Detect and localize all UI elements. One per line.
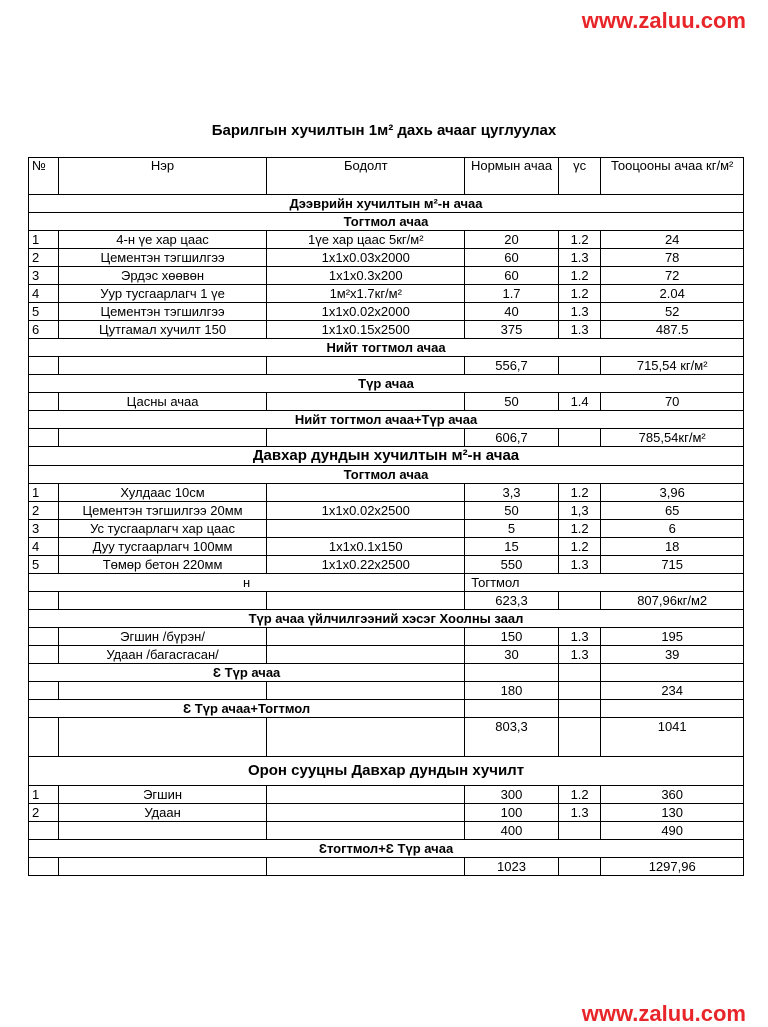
empty-cell bbox=[29, 858, 59, 876]
row-number: 2 bbox=[29, 804, 59, 822]
total-calculated-load: 1297,96 bbox=[601, 858, 744, 876]
calculated-load: 70 bbox=[601, 393, 744, 411]
total-norm-load: 1023 bbox=[465, 858, 559, 876]
calculated-load: 2.04 bbox=[601, 285, 744, 303]
subtotal-label-left: н bbox=[29, 574, 465, 592]
empty-cell bbox=[267, 628, 465, 646]
item-name: Цементэн тэгшилгээ bbox=[58, 303, 267, 321]
item-calculation: 1х1х0.22х2500 bbox=[267, 556, 465, 574]
item-name: Төмөр бетон 220мм bbox=[58, 556, 267, 574]
empty-cell bbox=[58, 682, 267, 700]
empty-cell bbox=[267, 682, 465, 700]
load-factor: 1.2 bbox=[558, 267, 601, 285]
empty-cell bbox=[267, 646, 465, 664]
item-name: Удаан bbox=[58, 804, 267, 822]
section-header: Түр ачаа bbox=[29, 375, 744, 393]
item-calculation: 1х1х0.03х2000 bbox=[267, 249, 465, 267]
empty-cell bbox=[558, 429, 601, 447]
table-row bbox=[29, 249, 744, 267]
total-calculated-load: 785,54кг/м² bbox=[601, 429, 744, 447]
section-header-row bbox=[29, 610, 744, 628]
section-header: Ɛ Түр ачаа bbox=[29, 664, 465, 682]
row-number: 6 bbox=[29, 321, 59, 339]
calculated-load: 6 bbox=[601, 520, 744, 538]
table-row bbox=[29, 267, 744, 285]
table-row bbox=[29, 303, 744, 321]
total-row bbox=[29, 682, 744, 700]
total-row bbox=[29, 822, 744, 840]
load-factor: 1.2 bbox=[558, 786, 601, 804]
total-row bbox=[29, 357, 744, 375]
empty-cell bbox=[29, 357, 59, 375]
total-row bbox=[29, 718, 744, 757]
item-calculation: 1х1х0.1х150 bbox=[267, 538, 465, 556]
empty-cell bbox=[58, 822, 267, 840]
section-header-row bbox=[29, 466, 744, 484]
load-factor: 1.4 bbox=[558, 393, 601, 411]
section-header-row bbox=[29, 447, 744, 466]
watermark-top[interactable]: www.zaluu.com bbox=[581, 8, 746, 33]
item-calculation: 1үе хар цаас 5кг/м² bbox=[267, 231, 465, 249]
section-header: Дээврийн хучилтын м²-н ачаа bbox=[29, 195, 744, 213]
empty-cell bbox=[558, 357, 601, 375]
item-calculation: 1х1х0.15х2500 bbox=[267, 321, 465, 339]
norm-load: 15 bbox=[465, 538, 559, 556]
section-header: Түр ачаа үйлчилгээний хэсэг Хоолны заал bbox=[29, 610, 744, 628]
row-number: 5 bbox=[29, 303, 59, 321]
norm-load: 550 bbox=[465, 556, 559, 574]
norm-load: 150 bbox=[465, 628, 559, 646]
section-header-row bbox=[29, 213, 744, 231]
empty-cell bbox=[267, 592, 465, 610]
section-header: Тогтмол ачаа bbox=[29, 466, 744, 484]
section-header-row bbox=[29, 840, 744, 858]
document-title: Барилгын хучилтын 1м² дахь ачааг цуглуулах bbox=[211, 122, 557, 139]
table-row bbox=[29, 393, 744, 411]
norm-load: 300 bbox=[465, 786, 559, 804]
table-row bbox=[29, 804, 744, 822]
section-header-row bbox=[29, 375, 744, 393]
table-header-row bbox=[29, 158, 744, 195]
calculated-load: 78 bbox=[601, 249, 744, 267]
load-factor: 1.2 bbox=[558, 538, 601, 556]
header-load-factor: γc bbox=[558, 158, 601, 195]
total-norm-load: 803,3 bbox=[465, 718, 559, 757]
empty-cell bbox=[267, 718, 465, 757]
empty-cell bbox=[601, 664, 744, 682]
empty-cell bbox=[465, 700, 559, 718]
norm-load: 1.7 bbox=[465, 285, 559, 303]
item-name: Дуу тусгаарлагч 100мм bbox=[58, 538, 267, 556]
empty-cell bbox=[465, 664, 559, 682]
empty-cell bbox=[267, 804, 465, 822]
empty-cell bbox=[558, 664, 601, 682]
empty-cell bbox=[558, 682, 601, 700]
norm-load: 3,3 bbox=[465, 484, 559, 502]
empty-cell bbox=[267, 858, 465, 876]
section-header: Давхар дундын хучилтын м²-н ачаа bbox=[29, 447, 744, 466]
table-row bbox=[29, 538, 744, 556]
empty-cell bbox=[58, 357, 267, 375]
row-number: 1 bbox=[29, 231, 59, 249]
empty-cell bbox=[267, 357, 465, 375]
empty-cell bbox=[267, 429, 465, 447]
total-row bbox=[29, 592, 744, 610]
subtotal-label: Тогтмол bbox=[465, 574, 744, 592]
header-number: № bbox=[29, 158, 59, 195]
table-row bbox=[29, 628, 744, 646]
total-norm-load: 606,7 bbox=[465, 429, 559, 447]
section-header-row bbox=[29, 664, 744, 682]
load-factor: 1.3 bbox=[558, 804, 601, 822]
norm-load: 100 bbox=[465, 804, 559, 822]
norm-load: 50 bbox=[465, 393, 559, 411]
item-calculation bbox=[267, 520, 465, 538]
calculated-load: 24 bbox=[601, 231, 744, 249]
empty-cell bbox=[29, 682, 59, 700]
total-calculated-load: 490 bbox=[601, 822, 744, 840]
empty-cell bbox=[267, 393, 465, 411]
calculated-load: 18 bbox=[601, 538, 744, 556]
section-header: Нийт тогтмол ачаа bbox=[29, 339, 744, 357]
item-calculation: 1х1х0.02х2000 bbox=[267, 303, 465, 321]
table-row bbox=[29, 321, 744, 339]
table-row bbox=[29, 786, 744, 804]
norm-load: 375 bbox=[465, 321, 559, 339]
empty-cell bbox=[29, 592, 59, 610]
norm-load: 20 bbox=[465, 231, 559, 249]
row-number: 1 bbox=[29, 484, 59, 502]
total-calculated-load: 715,54 кг/м² bbox=[601, 357, 744, 375]
empty-cell bbox=[29, 718, 59, 757]
norm-load: 60 bbox=[465, 249, 559, 267]
load-factor: 1.3 bbox=[558, 321, 601, 339]
empty-cell bbox=[29, 628, 59, 646]
calculated-load: 72 bbox=[601, 267, 744, 285]
load-factor: 1.2 bbox=[558, 520, 601, 538]
header-calculated-load: Тооцооны ачаа кг/м² bbox=[601, 158, 744, 195]
calculated-load: 715 bbox=[601, 556, 744, 574]
item-name: Удаан /багасгасан/ bbox=[58, 646, 267, 664]
empty-cell bbox=[558, 858, 601, 876]
calculated-load: 65 bbox=[601, 502, 744, 520]
item-name: Цутгамал хучилт 150 bbox=[58, 321, 267, 339]
table-row bbox=[29, 502, 744, 520]
load-factor: 1.3 bbox=[558, 303, 601, 321]
total-calculated-load: 1041 bbox=[601, 718, 744, 757]
table-row bbox=[29, 231, 744, 249]
empty-cell bbox=[58, 592, 267, 610]
total-calculated-load: 234 bbox=[601, 682, 744, 700]
norm-load: 50 bbox=[465, 502, 559, 520]
item-calculation: 1х1х0.02х2500 bbox=[267, 502, 465, 520]
total-row bbox=[29, 858, 744, 876]
table-row bbox=[29, 285, 744, 303]
header-norm-load: Нормын ачаа bbox=[465, 158, 559, 195]
calculated-load: 360 bbox=[601, 786, 744, 804]
empty-cell bbox=[29, 822, 59, 840]
section-header: Орон сууцны Давхар дундын хучилт bbox=[29, 757, 744, 786]
load-factor: 1.3 bbox=[558, 646, 601, 664]
calculated-load: 39 bbox=[601, 646, 744, 664]
empty-cell bbox=[558, 822, 601, 840]
empty-cell bbox=[558, 718, 601, 757]
load-calculation-table bbox=[28, 157, 744, 876]
table-row bbox=[29, 520, 744, 538]
load-factor: 1.2 bbox=[558, 484, 601, 502]
empty-cell bbox=[267, 786, 465, 804]
norm-load: 40 bbox=[465, 303, 559, 321]
row-number: 2 bbox=[29, 502, 59, 520]
subtotal-label-row bbox=[29, 574, 744, 592]
empty-cell bbox=[558, 700, 601, 718]
row-number: 1 bbox=[29, 786, 59, 804]
section-header: Тогтмол ачаа bbox=[29, 213, 744, 231]
norm-load: 30 bbox=[465, 646, 559, 664]
load-factor: 1,3 bbox=[558, 502, 601, 520]
empty-cell bbox=[29, 393, 59, 411]
item-name: Хулдаас 10см bbox=[58, 484, 267, 502]
item-name: Цементэн тэгшилгээ 20мм bbox=[58, 502, 267, 520]
empty-cell bbox=[29, 646, 59, 664]
section-header-row bbox=[29, 700, 744, 718]
total-norm-load: 180 bbox=[465, 682, 559, 700]
item-calculation: 1м²х1.7кг/м² bbox=[267, 285, 465, 303]
empty-cell bbox=[601, 700, 744, 718]
item-name: Ус тусгаарлагч хар цаас bbox=[58, 520, 267, 538]
item-name: Уур тусгаарлагч 1 үе bbox=[58, 285, 267, 303]
header-calculation: Бодолт bbox=[267, 158, 465, 195]
calculated-load: 487.5 bbox=[601, 321, 744, 339]
calculated-load: 195 bbox=[601, 628, 744, 646]
item-name: Эрдэс хөөвөн bbox=[58, 267, 267, 285]
item-name: Эгшин /бүрэн/ bbox=[58, 628, 267, 646]
table-row bbox=[29, 646, 744, 664]
calculated-load: 52 bbox=[601, 303, 744, 321]
empty-cell bbox=[58, 429, 267, 447]
section-header: Ɛ Түр ачаа+Тогтмол bbox=[29, 700, 465, 718]
load-factor: 1.2 bbox=[558, 285, 601, 303]
calculated-load: 3,96 bbox=[601, 484, 744, 502]
load-factor: 1.3 bbox=[558, 556, 601, 574]
section-header-row bbox=[29, 411, 744, 429]
total-norm-load: 623,3 bbox=[465, 592, 559, 610]
row-number: 4 bbox=[29, 285, 59, 303]
total-norm-load: 400 bbox=[465, 822, 559, 840]
row-number: 5 bbox=[29, 556, 59, 574]
empty-cell bbox=[58, 858, 267, 876]
item-name: Цасны ачаа bbox=[58, 393, 267, 411]
total-calculated-load: 807,96кг/м2 bbox=[601, 592, 744, 610]
empty-cell bbox=[58, 718, 267, 757]
item-calculation: 1х1х0.3х200 bbox=[267, 267, 465, 285]
table-row bbox=[29, 484, 744, 502]
row-number: 4 bbox=[29, 538, 59, 556]
calculated-load: 130 bbox=[601, 804, 744, 822]
load-factor: 1.3 bbox=[558, 249, 601, 267]
total-norm-load: 556,7 bbox=[465, 357, 559, 375]
total-row bbox=[29, 429, 744, 447]
empty-cell bbox=[267, 822, 465, 840]
row-number: 3 bbox=[29, 267, 59, 285]
item-calculation bbox=[267, 484, 465, 502]
load-factor: 1.3 bbox=[558, 628, 601, 646]
item-name: 4-н үе хар цаас bbox=[58, 231, 267, 249]
empty-cell bbox=[558, 592, 601, 610]
header-name: Нэр bbox=[58, 158, 267, 195]
section-header: Нийт тогтмол ачаа+Түр ачаа bbox=[29, 411, 744, 429]
watermark-bottom[interactable]: www.zaluu.com bbox=[581, 1001, 746, 1026]
item-name: Эгшин bbox=[58, 786, 267, 804]
load-factor: 1.2 bbox=[558, 231, 601, 249]
section-header-row bbox=[29, 757, 744, 786]
empty-cell bbox=[29, 429, 59, 447]
item-name: Цементэн тэгшилгээ bbox=[58, 249, 267, 267]
norm-load: 60 bbox=[465, 267, 559, 285]
section-header: Ɛтогтмол+Ɛ Түр ачаа bbox=[29, 840, 744, 858]
row-number: 3 bbox=[29, 520, 59, 538]
row-number: 2 bbox=[29, 249, 59, 267]
section-header-row bbox=[29, 195, 744, 213]
section-header-row bbox=[29, 339, 744, 357]
table-row bbox=[29, 556, 744, 574]
norm-load: 5 bbox=[465, 520, 559, 538]
